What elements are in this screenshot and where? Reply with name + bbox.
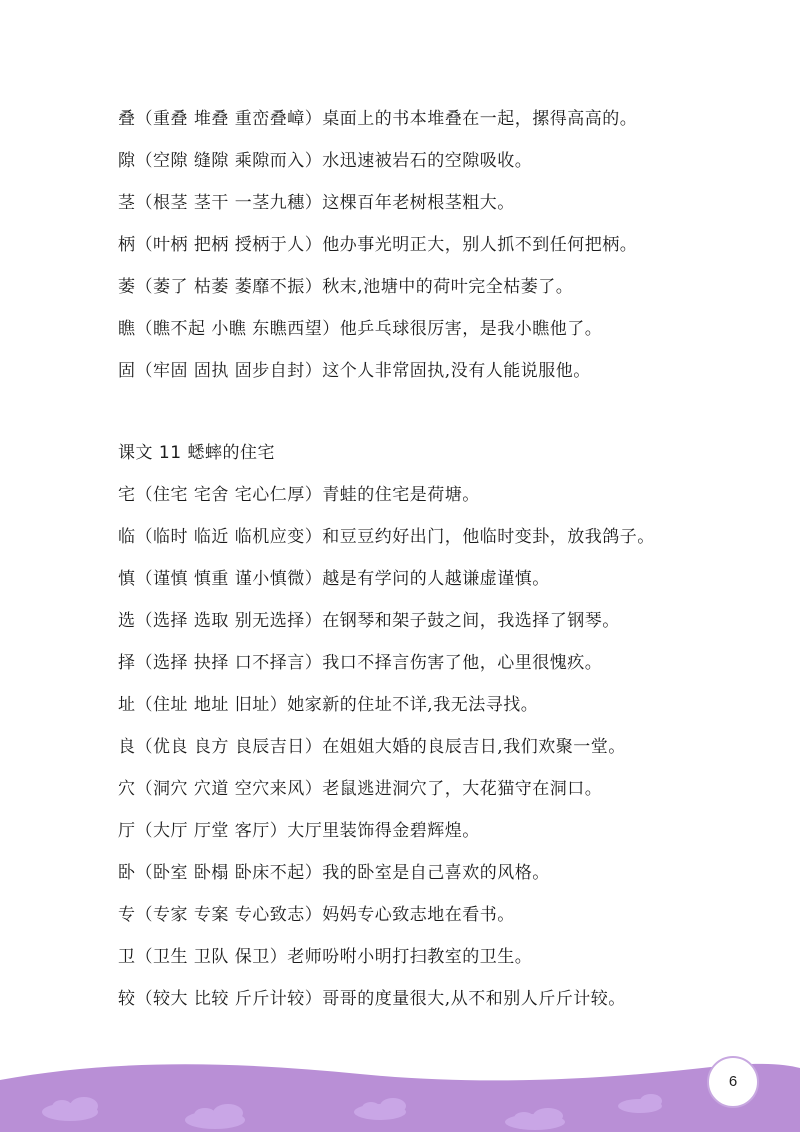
lesson-heading: 课文 11 蟋蟀的住宅	[118, 443, 275, 463]
vocab-line: 茎（根茎 茎干 一茎九穗）这棵百年老树根茎粗大。	[118, 193, 515, 213]
footer-wave-decoration	[0, 1040, 800, 1132]
vocab-line: 固（牢固 固执 固步自封）这个人非常固执,没有人能说服他。	[118, 361, 591, 381]
vocab-line: 隙（空隙 缝隙 乘隙而入）水迅速被岩石的空隙吸收。	[118, 151, 533, 171]
vocab-line: 叠（重叠 堆叠 重峦叠嶂）桌面上的书本堆叠在一起，摞得高高的。	[118, 109, 638, 129]
vocab-line: 穴（洞穴 穴道 空穴来风）老鼠逃进洞穴了，大花猫守在洞口。	[118, 779, 603, 799]
vocab-line: 宅（住宅 宅舍 宅心仁厚）青蛙的住宅是荷塘。	[118, 485, 480, 505]
page-number: 6	[728, 1073, 738, 1090]
vocab-line: 厅（大厅 厅堂 客厅）大厅里装饰得金碧辉煌。	[118, 821, 480, 841]
vocab-line: 择（选择 抉择 口不择言）我口不择言伤害了他，心里很愧疚。	[118, 653, 603, 673]
vocab-line: 柄（叶柄 把柄 授柄于人）他办事光明正大，别人抓不到任何把柄。	[118, 235, 638, 255]
vocab-line: 较（较大 比较 斤斤计较）哥哥的度量很大,从不和别人斤斤计较。	[118, 989, 626, 1009]
vocab-line: 良（优良 良方 良辰吉日）在姐姐大婚的良辰吉日,我们欢聚一堂。	[118, 737, 626, 757]
vocab-line: 选（选择 选取 别无选择）在钢琴和架子鼓之间，我选择了钢琴。	[118, 611, 620, 631]
vocab-line: 临（临时 临近 临机应变）和豆豆约好出门，他临时变卦，放我鸽子。	[118, 527, 655, 547]
vocab-line: 萎（萎了 枯萎 萎靡不振）秋末,池塘中的荷叶完全枯萎了。	[118, 277, 574, 297]
vocab-line: 卫（卫生 卫队 保卫）老师吩咐小明打扫教室的卫生。	[118, 947, 533, 967]
vocab-line: 瞧（瞧不起 小瞧 东瞧西望）他乒乓球很厉害，是我小瞧他了。	[118, 319, 603, 339]
vocab-line: 卧（卧室 卧榻 卧床不起）我的卧室是自己喜欢的风格。	[118, 863, 550, 883]
vocab-line: 慎（谨慎 慎重 谨小慎微）越是有学问的人越谦虚谨慎。	[118, 569, 550, 589]
vocab-line: 专（专家 专案 专心致志）妈妈专心致志地在看书。	[118, 905, 515, 925]
vocab-line: 址（住址 地址 旧址）她家新的住址不详,我无法寻找。	[118, 695, 539, 715]
